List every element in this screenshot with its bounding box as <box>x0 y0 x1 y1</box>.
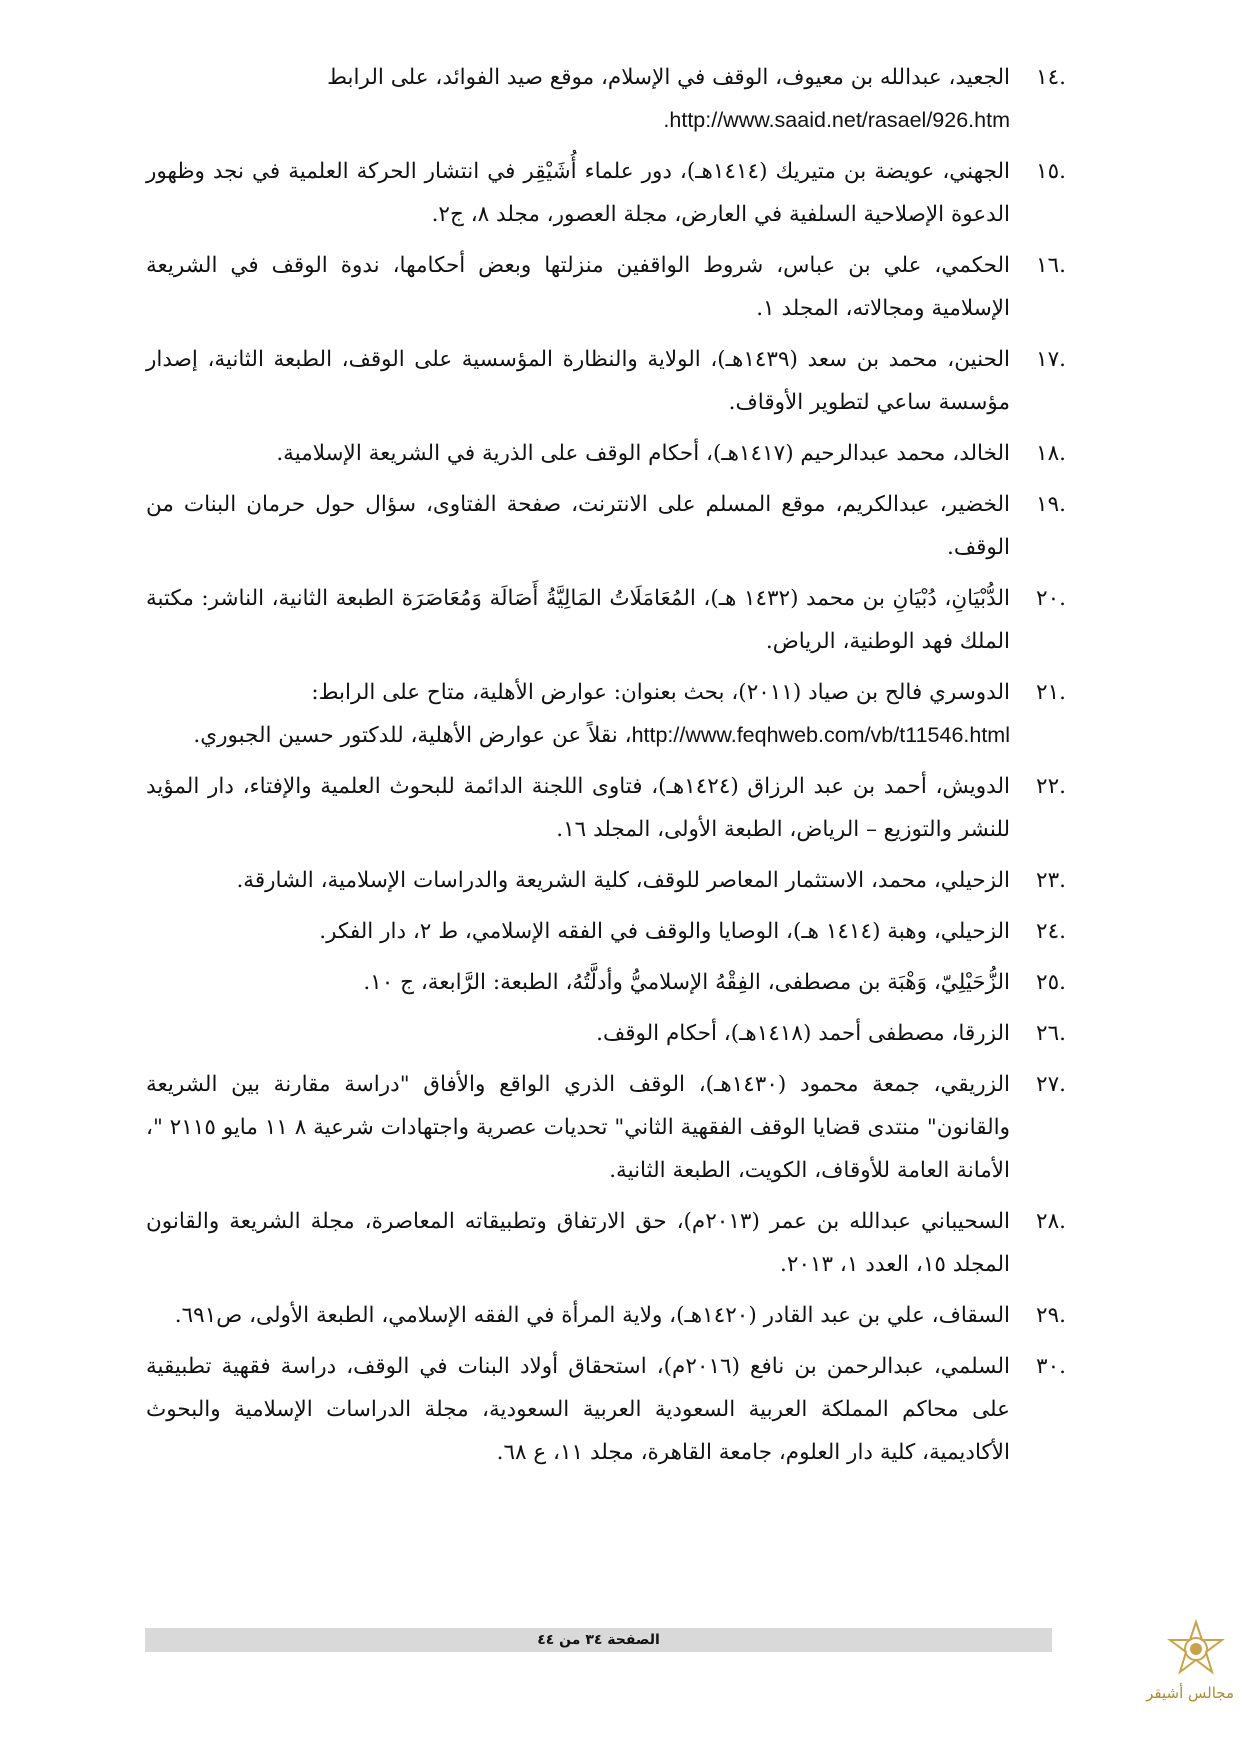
reference-number: .١٧ <box>1036 347 1066 372</box>
reference-number: .١٩ <box>1036 492 1066 517</box>
reference-number: .١٤ <box>1036 65 1066 90</box>
reference-text: الزحيلي، وهبة (١٤١٤ هـ)، الوصايا والوقف في الفقه الإسلامي، ط ٢، دار الفكر. <box>319 919 1010 944</box>
reference-number: .٢٧ <box>1036 1072 1066 1097</box>
reference-number: .٣٠ <box>1036 1354 1066 1379</box>
reference-item <box>146 1063 1066 1192</box>
reference-item <box>146 1200 1066 1286</box>
reference-text <box>146 56 1010 142</box>
reference-item <box>146 1345 1066 1474</box>
reference-item <box>146 671 1066 757</box>
star-emblem-icon <box>1158 1618 1234 1682</box>
reference-item <box>146 244 1066 330</box>
reference-url[interactable]: .http://www.saaid.net/rasael/926.htm <box>663 108 1010 132</box>
reference-number: .٢٢ <box>1036 774 1066 799</box>
reference-number: .١٦ <box>1036 253 1066 278</box>
reference-text: الزرقا، مصطفى أحمد (١٤١٨هـ)، أحكام الوقف. <box>596 1021 1010 1046</box>
reference-number: .٢٦ <box>1036 1021 1066 1046</box>
reference-item <box>146 56 1066 142</box>
reference-text: الجهني، عويضة بن متيريك (١٤١٤هـ)، دور علماء أُشَيْقِر في انتشار الحركة العلمية في نجد وظهور الدعوة الإصلاحية السلفية في العارض، مجلة العصور، مجلد ٨، ج٢. <box>146 159 1010 227</box>
reference-text: السحيباني عبدالله بن عمر (٢٠١٣م)، حق الارتفاق وتطبيقاته المعاصرة، مجلة الشريعة والقانون المجلد ١٥، العدد ١، ٢٠١٣. <box>146 1209 1010 1277</box>
reference-number: .١٨ <box>1036 441 1066 466</box>
reference-citation-cont: ، نقلاً عن عوارض الأهلية، للدكتور حسين الجبوري. <box>193 723 632 748</box>
reference-item <box>146 150 1066 236</box>
reference-item <box>146 483 1066 569</box>
reference-number: .٢١ <box>1036 680 1066 705</box>
reference-number: .٢٣ <box>1036 868 1066 893</box>
reference-citation: الجعيد، عبدالله بن معيوف، الوقف في الإسلام، موقع صيد الفوائد، على الرابط <box>327 65 1010 90</box>
reference-text: الزُّحَيْلِيّ، وَهْبَة بن مصطفى، الفِقْهُ الإسلاميُّ وأدلَّتُهُ، الطبعة: الرَّابعة، ج ١٠. <box>363 970 1010 995</box>
reference-item <box>146 910 1066 953</box>
reference-text: الخضير، عبدالكريم، موقع المسلم على الانترنت، صفحة الفتاوى، سؤال حول حرمان البنات من الوقف. <box>146 492 1010 560</box>
reference-text: السلمي، عبدالرحمن بن نافع (٢٠١٦م)، استحقاق أولاد البنات في الوقف، دراسة فقهية تطبيقية على محاكم المملكة العربية السعودية العربية السعودية، مجلة الدراسات الإسلامية والبحوث الأكاديمية، كلية دار العلوم، جامعة القاهرة، مجلد ١١، ع ٦٨. <box>146 1354 1010 1465</box>
reference-number: .٢٨ <box>1036 1209 1066 1234</box>
site-logo <box>1146 1618 1234 1748</box>
reference-item <box>146 1012 1066 1055</box>
reference-number: .١٥ <box>1036 159 1066 184</box>
reference-number: .٢٠ <box>1036 586 1066 611</box>
page-number-label: الصفحة ٣٤ من ٤٤ <box>537 1632 660 1648</box>
reference-number: .٢٥ <box>1036 970 1066 995</box>
reference-text: السقاف، علي بن عبد القادر (١٤٢٠هـ)، ولاية المرأة في الفقه الإسلامي، الطبعة الأولى، ص٦٩١. <box>174 1303 1010 1328</box>
reference-item <box>146 859 1066 902</box>
reference-text: الدويش، أحمد بن عبد الرزاق (١٤٢٤هـ)، فتاوى اللجنة الدائمة للبحوث العلمية والإفتاء، دار المؤيد للنشر والتوزيع – الرياض، الطبعة الأولى، المجلد ١٦. <box>146 774 1010 842</box>
logo-text: مجالس أشيقر <box>1146 1684 1234 1702</box>
reference-text: الزريقي، جمعة محمود (١٤٣٠هـ)، الوقف الذري الواقع والأفاق "دراسة مقارنة بين الشريعة والقانون" منتدى قضايا الوقف الفقهية الثاني" تحديات عصرية واجتهادات شرعية ٨ ١١ مايو ٢١١٥ "، الأمانة العامة للأوقاف، الكويت، الطبعة الثانية. <box>146 1072 1010 1183</box>
reference-text: الزحيلي، محمد، الاستثمار المعاصر للوقف، كلية الشريعة والدراسات الإسلامية، الشارقة. <box>236 868 1010 893</box>
references-list <box>146 56 1066 1482</box>
reference-item <box>146 961 1066 1004</box>
reference-text: الخالد، محمد عبدالرحيم (١٤١٧هـ)، أحكام الوقف على الذرية في الشريعة الإسلامية. <box>276 441 1010 466</box>
reference-citation: الدوسري فالح بن صياد (٢٠١١)، بحث بعنوان: عوارض الأهلية، متاح على الرابط: <box>311 680 1010 705</box>
reference-text: الحنين، محمد بن سعد (١٤٣٩هـ)، الولاية والنظارة المؤسسية على الوقف، الطبعة الثانية، إصدار مؤسسة ساعي لتطوير الأوقاف. <box>146 347 1010 415</box>
reference-url[interactable]: http://www.feqhweb.com/vb/t11546.html <box>631 723 1010 747</box>
reference-number: .٢٤ <box>1036 919 1066 944</box>
reference-item <box>146 1294 1066 1337</box>
reference-text: الدُّبْيَانِ، دُبْيَانِ بن محمد (١٤٣٢ هـ)، المُعَامَلَاتُ المَالِيَّةُ أَصَالَة وَمُعَاصَرَة الطبعة الثانية، الناشر: مكتبة الملك فهد الوطنية، الرياض. <box>146 586 1010 654</box>
reference-text: الحكمي، علي بن عباس، شروط الواقفين منزلتها وبعض أحكامها، ندوة الوقف في الشريعة الإسلامية ومجالاته، المجلد ١. <box>146 253 1010 321</box>
reference-number: .٢٩ <box>1036 1303 1066 1328</box>
reference-item <box>146 432 1066 475</box>
reference-item <box>146 577 1066 663</box>
reference-item <box>146 338 1066 424</box>
page-footer <box>145 1628 1052 1652</box>
reference-text <box>146 671 1010 757</box>
reference-item <box>146 765 1066 851</box>
